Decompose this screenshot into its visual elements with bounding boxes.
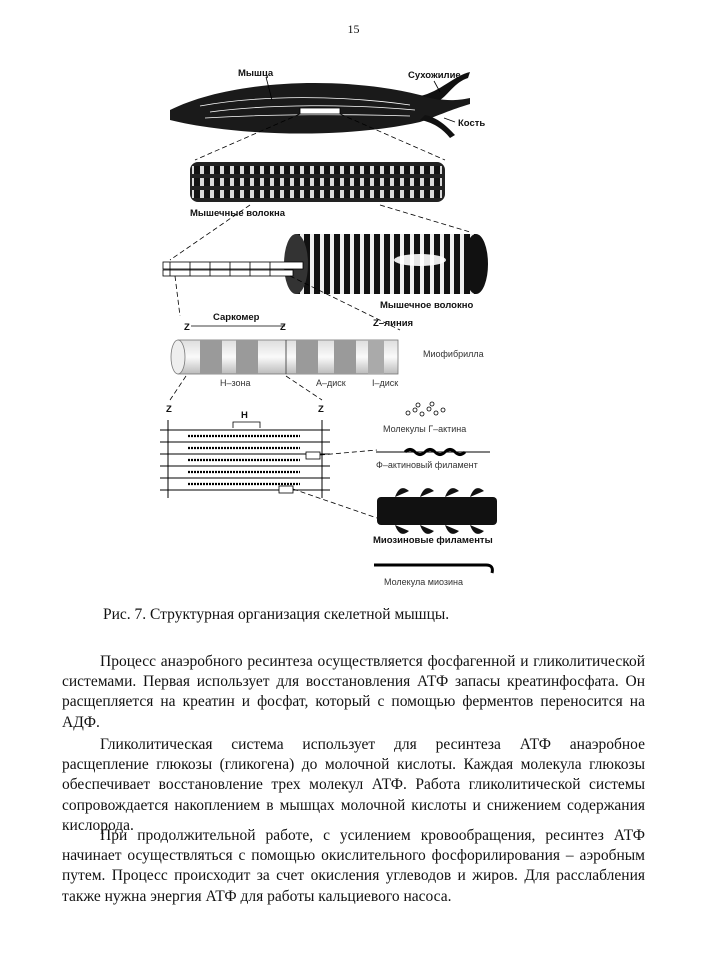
bone-label: Кость [458,118,486,129]
z-label-left: Z [184,322,190,333]
myofibril-drawing [171,340,398,374]
muscle-fiber-cylinder [163,234,488,294]
myofibril-label: Миофибрилла [423,349,484,359]
h-label: H [241,410,248,421]
z-label-bottom-right: Z [318,404,324,415]
paragraph-text: Процесс анаэробного ресинтеза осуществляется фосфагенной и гликолитической системами. Первая использует для восстановления АТФ запасы креатинфосфата. Он расщепляется на креатин и фосфат, который с помощью ферментов переносится на АДФ. [62,653,645,731]
muscle-label: Мышца [238,68,274,79]
muscle-drawing [170,72,470,138]
paragraph-1 [62,652,645,733]
myosin-molecule-drawing [374,565,492,573]
g-actin-label: Молекулы Г–актина [383,424,467,434]
myosin-filaments-drawing [377,488,497,534]
paragraph-text: Гликолитическая система использует для ресинтеза АТФ анаэробное расщепление глюкозы (гликогена) до молочной кислоты. Каждая молекула глюкозы обеспечивает восстановление трех молекул АТФ. Работа гликолитической системы сопровождается накоплением в мышцах молочной кислоты и снижением содержания кислорода. [62,736,645,834]
z-line-label: Z–линия [373,318,414,329]
paragraph-3 [62,826,645,907]
page-number: 15 [347,22,360,36]
z-label-right: Z [280,322,286,333]
myosin-filaments-label: Миозиновые филаменты [373,535,493,546]
tendon-label: Сухожилие [408,70,461,81]
f-actin-label: Ф–актиновый филамент [376,460,478,470]
muscle-fibers-label: Мышечные волокна [190,208,286,219]
h-zone-label: H–зона [220,378,251,388]
i-disc-label: I–диск [372,378,399,388]
sarcomere-filaments [160,420,330,498]
g-actin-molecules [406,402,445,416]
figure-caption: Рис. 7. Структурная организация скелетной мышцы. [103,606,450,623]
muscle-fiber-label: Мышечное волокно [380,300,474,311]
myosin-molecule-label: Молекула миозина [384,577,464,587]
sarcomere-label: Саркомер [213,312,260,323]
paragraph-2 [62,735,645,836]
z-label-bottom-left: Z [166,404,172,415]
f-actin-filament-drawing [376,450,490,455]
a-disc-label: A–диск [316,378,346,388]
paragraph-text: При продолжительной работе, с усилением кровообращения, ресинтез АТФ начинает осуществляться с помощью окислительного фосфорилирования – аэробным путем. Процесс происходит за счет окисления углеводов и жиров. Для расслабления также нужна энергия АТФ для работы кальциевого насоса. [62,827,645,905]
muscle-fibers-bundle [190,162,445,202]
